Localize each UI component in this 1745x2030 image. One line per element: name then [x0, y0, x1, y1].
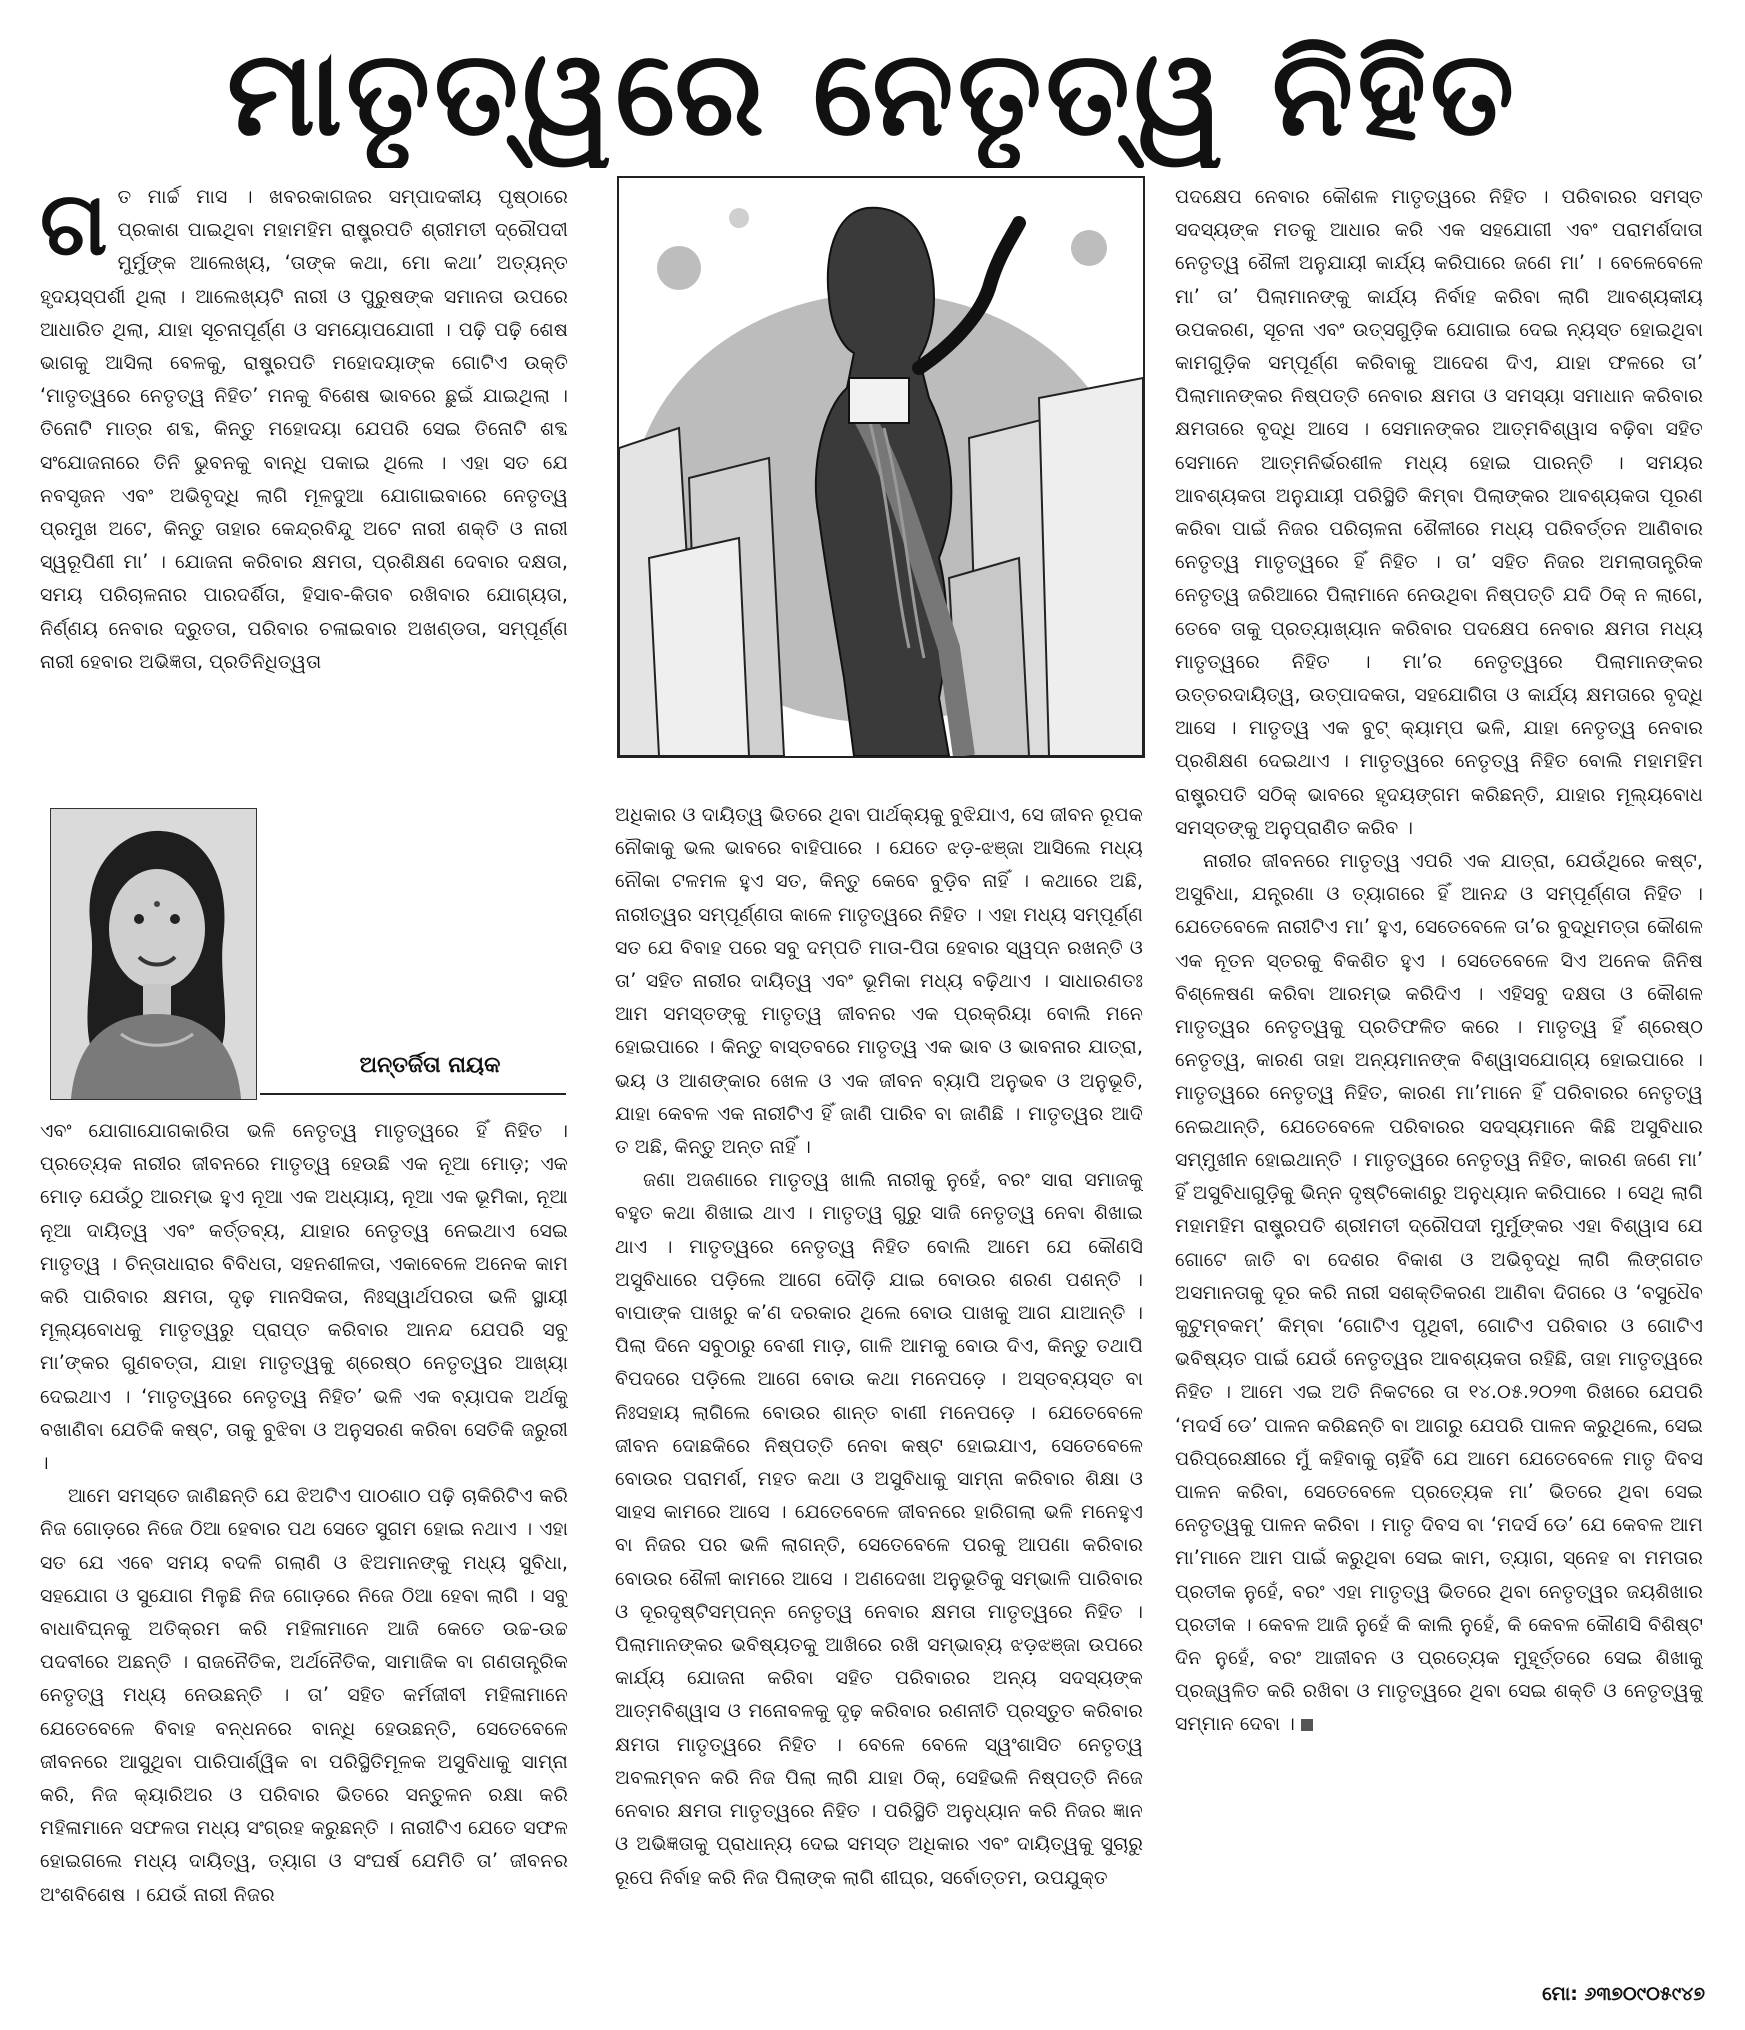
- column-3: [1175, 180, 1703, 1970]
- end-mark-icon: [1301, 1719, 1313, 1731]
- paragraph: ଅଧିକାର ଓ ଦାୟିତ୍ୱ ଭିତରେ ଥିବା ପାର୍ଥକ୍ୟକୁ ବୁଝିଯାଏ, ସେ ଜୀବନ ରୂପକ ନୌକାକୁ ଭଲ ଭାବରେ ବାହିପାରେ । ଯେତେ ଝଡ଼-ଝଞ୍ଜା ଆସିଲେ ମଧ୍ୟ ନୌକା ଟଳମଳ ହୁଏ ସତ, କିନ୍ତୁ କେବେ ବୁଡ଼ିବ ନାହିଁ । କଥାରେ ଅଛି, ନାରୀତ୍ୱର ସମ୍ପୂର୍ଣ୍ଣତା କାଳେ ମାତୃତ୍ୱରେ ନିହିତ । ଏହା ମଧ୍ୟ ସମ୍ପୂର୍ଣ୍ଣ ସତ ଯେ ବିବାହ ପରେ ସବୁ ଦମ୍ପତି ମାତା-ପିତା ହେବାର ସ୍ୱପ୍ନ ରଖନ୍ତି ଓ ତା’ ସହିତ ନାରୀର ଦାୟିତ୍ୱ ଏବଂ ଭୂମିକା ମଧ୍ୟ ବଢ଼ିଥାଏ । ସାଧାରଣତଃ ଆମ ସମସ୍ତଙ୍କୁ ମାତୃତ୍ୱ ଜୀବନର ଏକ ପ୍ରକ୍ରିୟା ବୋଲି ମନେ ହୋଇପାରେ । କିନ୍ତୁ ବାସ୍ତବରେ ମାତୃତ୍ୱ ଏକ ଭାବ ଓ ଭାବନାର ଯାତ୍ରା, ଭୟ ଓ ଆଶଙ୍କାର ଖେଳ ଓ ଏକ ଜୀବନ ବ୍ୟାପି ଅନୁଭବ ଓ ଅନୁଭୂତି, ଯାହା କେବଳ ଏକ ନାରୀଟିଏ ହିଁ ଜାଣି ପାରିବ ବା ଜାଣିଛି । ମାତୃତ୍ୱର ଆଦି ତ ଅଛି, କିନ୍ତୁ ଅନ୍ତ ନାହିଁ ।: [615, 803, 1143, 1159]
- paragraph: [1175, 844, 1703, 1740]
- author-photo: [50, 808, 257, 1100]
- column-2: [615, 798, 1143, 2010]
- woman-in-saree-city-illustration: [619, 178, 1143, 756]
- column-1-bottom: [40, 1114, 568, 2010]
- paragraph: [40, 180, 568, 678]
- author-phone: ମୋ: ୬୩୭୦୯୦୫୯୪୭: [1542, 1983, 1705, 2005]
- paragraph: ଜଣା ଅଜଣାରେ ମାତୃତ୍ୱ ଖାଲି ନାରୀକୁ ନୁହେଁ, ବରଂ ସାରା ସମାଜକୁ ବହୁତ କଥା ଶିଖାଇ ଥାଏ । ମାତୃତ୍ୱ ଗୁରୁ ସାଜି ନେତୃତ୍ୱ ନେବା ଶିଖାଇ ଥାଏ । ମାତୃତ୍ୱରେ ନେତୃତ୍ୱ ନିହିତ ବୋଲି ଆମେ ଯେ କୌଣସି ଅସୁବିଧାରେ ପଡ଼ିଲେ ଆଗେ ଦୌଡ଼ି ଯାଇ ବୋଉର ଶରଣ ପଶନ୍ତି । ବାପାଙ୍କ ପାଖରୁ କ’ଣ ଦରକାର ଥିଲେ ବୋଉ ପାଖକୁ ଆଗ ଯାଆନ୍ତି । ପିଲା ଦିନେ ସବୁଠାରୁ ବେଶୀ ମାଡ଼, ଗାଳି ଆମକୁ ବୋଉ ଦିଏ, କିନ୍ତୁ ତଥାପି ବିପଦରେ ପଡ଼ିଲେ ଆଗେ ବୋଉ କଥା ମନେପଡ଼େ । ଅସ୍ତବ୍ୟସ୍ତ ବା ନିଃସହାୟ ଲାଗିଲେ ବୋଉର ଶାନ୍ତ ବାଣୀ ମନେପଡ଼େ । ଯେତେବେଳେ ଜୀବନ ଦୋଛକିରେ ନିଷ୍ପତ୍ତି ନେବା କଷ୍ଟ ହୋଇଯାଏ, ସେତେବେଳେ ବୋଉର ପରାମର୍ଶ, ମହତ କଥା ଓ ଅସୁବିଧାକୁ ସାମ୍ନା କରିବାର ଶିକ୍ଷା ଓ ସାହସ କାମରେ ଆସେ । ଯେତେବେଳେ ଜୀବନରେ ହାରିଗଲା ଭଳି ମନେହୁଏ ବା ନିଜର ପର ଭଳି ଲାଗନ୍ତି, ସେତେବେଳେ ପରକୁ ଆପଣା କରିବାର ବୋଉର ଶୈଳୀ କାମରେ ଆସେ । ଅଣଦେଖା ଅନୁଭୂତିକୁ ସମ୍ଭାଳି ପାରିବାର ଓ ଦୂରଦୃଷ୍ଟିସମ୍ପନ୍ନ ନେତୃତ୍ୱ ନେବାର କ୍ଷମତା ମାତୃତ୍ୱରେ ନିହିତ । ପିଲାମାନଙ୍କର ଭବିଷ୍ୟତକୁ ଆଖିରେ ରଖି ସମ୍ଭାବ୍ୟ ଝଡ଼ଝଞ୍ଜା ଉପରେ କାର୍ଯ୍ୟ ଯୋଜନା କରିବା ସହିତ ପରିବାରର ଅନ୍ୟ ସଦସ୍ୟଙ୍କ ଆତ୍ମବିଶ୍ୱାସ ଓ ମନୋବଳକୁ ଦୃଢ଼ କରିବାର ରଣନୀତି ପ୍ରସ୍ତୁତ କରିବାର କ୍ଷମତା ମାତୃତ୍ୱରେ ନିହିତ । ବେଳେ ବେଳେ ସ୍ୱଂଶାସିତ ନେତୃତ୍ୱ ଅବଲମ୍ବନ କରି ନିଜ ପିଲା ଲାଗି ଯାହା ଠିକ୍, ସେହିଭଳି ନିଷ୍ପତ୍ତି ନିଜେ ନେବାର କ୍ଷମତା ମାତୃତ୍ୱରେ ନିହିତ । ପରିସ୍ଥିତି ଅନୁଧ୍ୟାନ କରି ନିଜର ଜ୍ଞାନ ଓ ଅଭିଜ୍ଞତାକୁ ପ୍ରାଧାନ୍ୟ ଦେଇ ସମସ୍ତ ଅଧିକାର ଏବଂ ଦାୟିତ୍ୱକୁ ସୁଚାରୁ ରୂପେ ନିର୍ବାହ କରି ନିଜ ପିଲାଙ୍କ ଲାଗି ଶୀଘ୍ର, ସର୍ବୋତ୍ତମ, ଉପଯୁକ୍ତ: [615, 1168, 1143, 1889]
- paragraph: ପଦକ୍ଷେପ ନେବାର କୌଶଳ ମାତୃତ୍ୱରେ ନିହିତ । ପରିବାରର ସମସ୍ତ ସଦସ୍ୟଙ୍କ ମତକୁ ଆଧାର କରି ଏକ ସହଯୋଗୀ ଏବଂ ପରାମର୍ଶଦାତା ନେତୃତ୍ୱ ଶୈଳୀ ଅନୁଯାୟୀ କାର୍ଯ୍ୟ କରିପାରେ ଜଣେ ମା’ । ବେଳେବେଳେ ମା’ ତା’ ପିଲାମାନଙ୍କୁ କାର୍ଯ୍ୟ ନିର୍ବାହ କରିବା ଲାଗି ଆବଶ୍ୟକୀୟ ଉପକରଣ, ସୂଚନା ଏବଂ ଉତ୍ସଗୁଡ଼ିକ ଯୋଗାଇ ଦେଇ ନ୍ୟସ୍ତ ହୋଇଥିବା କାମଗୁଡ଼ିକ ସମ୍ପୂର୍ଣ୍ଣ କରିବାକୁ ଆଦେଶ ଦିଏ, ଯାହା ଫଳରେ ତା’ ପିଲାମାନଙ୍କର ନିଷ୍ପତ୍ତି ନେବାର କ୍ଷମତା ଓ ସମସ୍ୟା ସମାଧାନ କରିବାର କ୍ଷମତାରେ ବୃଦ୍ଧି ଆସେ । ସେମାନଙ୍କର ଆତ୍ମବିଶ୍ୱାସ ବଢ଼ିବା ସହିତ ସେମାନେ ଆତ୍ମନିର୍ଭରଶୀଳ ମଧ୍ୟ ହୋଇ ପାରନ୍ତି । ସମୟର ଆବଶ୍ୟକତା ଅନୁଯାୟୀ ପରିସ୍ଥିତି କିମ୍ବା ପିଲାଙ୍କର ଆବଶ୍ୟକତା ପୂରଣ କରିବା ପାଇଁ ନିଜର ପରିଚାଳନା ଶୈଳୀରେ ମଧ୍ୟ ପରିବର୍ତ୍ତନ ଆଣିବାର ନେତୃତ୍ୱ ମାତୃତ୍ୱରେ ହିଁ ନିହିତ । ତା’ ସହିତ ନିଜର ଅମଲାତାନ୍ତ୍ରିକ ନେତୃତ୍ୱ ଜରିଆରେ ପିଲାମାନେ ନେଉଥିବା ନିଷ୍ପତ୍ତି ଯଦି ଠିକ୍ ନ ଲାଗେ, ତେବେ ତାକୁ ପ୍ରତ୍ୟାଖ୍ୟାନ କରିବାର ପଦକ୍ଷେପ ନେବାର କ୍ଷମତା ମଧ୍ୟ ମାତୃତ୍ୱରେ ନିହିତ । ମା’ର ନେତୃତ୍ୱରେ ପିଲାମାନଙ୍କର ଉତ୍ତରଦାୟିତ୍ୱ, ଉତ୍ପାଦକତା, ସହଯୋଗିତା ଓ କାର୍ଯ୍ୟ କ୍ଷମତାରେ ବୃଦ୍ଧି ଆସେ । ମାତୃତ୍ୱ ଏକ ବୁଟ୍ କ୍ୟାମ୍ପ ଭଳି, ଯାହା ନେତୃତ୍ୱ ନେବାର ପ୍ରଶିକ୍ଷଣ ଦେଇଥାଏ । ମାତୃତ୍ୱରେ ନେତୃତ୍ୱ ନିହିତ ବୋଲି ମହାମହିମ ରାଷ୍ଟ୍ରପତି ସଠିକ୍ ଭାବରେ ହୃଦୟଙ୍ଗମ କରିଛନ୍ତି, ଯାହାର ମୂଲ୍ୟବୋଧ ସମସ୍ତଙ୍କୁ ଅନୁପ୍ରାଣିତ କରିବ ।: [1175, 185, 1703, 839]
- column-1-top: [40, 180, 568, 780]
- author-name: ଅନ୍ତର୍ଜିତା ନାୟକ: [359, 1053, 501, 1078]
- article-illustration: [617, 176, 1145, 758]
- paragraph-text: ତ ମାର୍ଚ୍ଚ ମାସ । ଖବରକାଗଜର ସମ୍ପାଦକୀୟ ପୃଷ୍ଠାରେ ପ୍ରକାଶ ପାଇଥିବା ମହାମହିମ ରାଷ୍ଟ୍ରପତି ଶ୍ରୀମତୀ ଦ୍ରୌପଦୀ ମୁର୍ମୁଙ୍କ ଆଲେଖ୍ୟ, ‘ତାଙ୍କ କଥା, ମୋ କଥା’ ଅତ୍ୟନ୍ତ ହୃଦୟସ୍ପର୍ଶୀ ଥିଲା । ଆଲେଖ୍ୟଟି ନାରୀ ଓ ପୁରୁଷଙ୍କ ସମାନତା ଉପରେ ଆଧାରିତ ଥିଲା, ଯାହା ସୂଚନାପୂର୍ଣ୍ଣ ଓ ସମୟୋପଯୋଗୀ । ପଢ଼ି ପଢ଼ି ଶେଷ ଭାଗକୁ ଆସିଲା ବେଳକୁ, ରାଷ୍ଟ୍ରପତି ମହୋଦୟାଙ୍କ ଗୋଟିଏ ଉକ୍ତି ‘ମାତୃତ୍ୱରେ ନେତୃତ୍ୱ ନିହିତ’ ମନକୁ ବିଶେଷ ଭାବରେ ଛୁଇଁ ଯାଇଥିଲା । ତିନୋଟି ମାତ୍ର ଶବ୍ଦ, କିନ୍ତୁ ମହୋଦୟା ଯେପରି ସେଇ ତିନୋଟି ଶବ୍ଦ ସଂଯୋଜନାରେ ତିନି ଭୁବନକୁ ବାନ୍ଧି ପକାଇ ଥିଲେ । ଏହା ସତ ଯେ ନବସୃଜନ ଏବଂ ଅଭିବୃଦ୍ଧି ଲାଗି ମୂଳଦୁଆ ଯୋଗାଇବାରେ ନେତୃତ୍ୱ ପ୍ରମୁଖ ଅଟେ, କିନ୍ତୁ ତାହାର କେନ୍ଦ୍ରବିନ୍ଦୁ ଅଟେ ନାରୀ ଶକ୍ତି ଓ ନାରୀ ସ୍ୱରୂପିଣୀ ମା’ । ଯୋଜନା କରିବାର କ୍ଷମତା, ପ୍ରଶିକ୍ଷଣ ଦେବାର ଦକ୍ଷତା, ସମୟ ପରିଚାଳନାର ପାରଦର୍ଶିତା, ହିସାବ-କିତାବ ରଖିବାର ଯୋଗ୍ୟତା, ନିର୍ଣ୍ଣୟ ନେବାର ଦ୍ରୁତତା, ପରିବାର ଚଳାଇବାର ଅଖଣ୍ଡତା, ସମ୍ପୂର୍ଣ୍ଣ ନାରୀ ହେବାର ଅଭିଜ୍ଞତା, ପ୍ରତିନିଧିତ୍ୱତା: [40, 185, 568, 673]
- paragraph: ଆମେ ସମସ୍ତେ ଜାଣିଛନ୍ତି ଯେ ଝିଅଟିଏ ପାଠଶାଠ ପଢ଼ି ଚାକିରିଟିଏ କରି ନିଜ ଗୋଡ଼ରେ ନିଜେ ଠିଆ ହେବାର ପଥ ସେତେ ସୁଗମ ହୋଇ ନଥାଏ । ଏହା ସତ ଯେ ଏବେ ସମୟ ବଦଳି ଗଲାଣି ଓ ଝିଅମାନଙ୍କୁ ମଧ୍ୟ ସୁବିଧା, ସହଯୋଗ ଓ ସୁଯୋଗ ମିଳୁଛି ନିଜ ଗୋଡ଼ରେ ନିଜେ ଠିଆ ହେବା ଲାଗି । ସବୁ ବାଧାବିଘ୍ନକୁ ଅତିକ୍ରମ କରି ମହିଳାମାନେ ଆଜି କେତେ ଉଚ୍ଚ-ଉଚ୍ଚ ପଦବୀରେ ଅଛନ୍ତି । ରାଜନୈତିକ, ଅର୍ଥନୈତିକ, ସାମାଜିକ ବା ଗଣତାନ୍ତ୍ରିକ ନେତୃତ୍ୱ ମଧ୍ୟ ନେଉଛନ୍ତି । ତା’ ସହିତ କର୍ମଜୀବୀ ମହିଳାମାନେ ଯେତେବେଳେ ବିବାହ ବନ୍ଧନରେ ବାନ୍ଧି ହେଉଛନ୍ତି, ସେତେବେଳେ ଜୀବନରେ ଆସୁଥିବା ପାରିପାର୍ଶ୍ୱିକ ବା ପରିସ୍ଥିତିମୂଳକ ଅସୁବିଧାକୁ ସାମ୍ନା କରି, ନିଜ କ୍ୟାରିଅର ଓ ପରିବାର ଭିତରେ ସନ୍ତୁଳନ ରକ୍ଷା କରି ମହିଳାମାନେ ସଫଳତା ମଧ୍ୟ ସଂଗ୍ରହ କରୁଛନ୍ତି । ନାରୀଟିଏ ଯେତେ ସଫଳ ହୋଇଗଲେ ମଧ୍ୟ ଦାୟିତ୍ୱ, ତ୍ୟାଗ ଓ ସଂଘର୍ଷ ଯେମିତି ତା’ ଜୀବନର ଅଂଶବିଶେଷ । ଯେଉଁ ନାରୀ ନିଜର: [40, 1484, 568, 1906]
- author-portrait-photo: [51, 809, 256, 1099]
- author-rule: [260, 1093, 566, 1095]
- paragraph-text: ନାରୀର ଜୀବନରେ ମାତୃତ୍ୱ ଏପରି ଏକ ଯାତ୍ରା, ଯେଉଁଥିରେ କଷ୍ଟ, ଅସୁବିଧା, ଯନ୍ତ୍ରଣା ଓ ତ୍ୟାଗରେ ହିଁ ଆନନ୍ଦ ଓ ସମ୍ପୂର୍ଣ୍ଣତା ନିହିତ । ଯେତେବେଳେ ନାରୀଟିଏ ମା’ ହୁଏ, ସେତେବେଳେ ତା’ର ବୁଦ୍ଧିମତ୍ତା କୌଶଳ ଏକ ନୂତନ ସ୍ତରକୁ ବିକଶିତ ହୁଏ । ସେତେବେଳେ ସିଏ ଅନେକ ଜିନିଷ ବିଶ୍ଳେଷଣ କରିବା ଆରମ୍ଭ କରିଦିଏ । ଏହିସବୁ ଦକ୍ଷତା ଓ କୌଶଳ ମାତୃତ୍ୱର ନେତୃତ୍ୱକୁ ପ୍ରତିଫଳିତ କରେ । ମାତୃତ୍ୱ ହିଁ ଶ୍ରେଷ୍ଠ ନେତୃତ୍ୱ, କାରଣ ତାହା ଅନ୍ୟମାନଙ୍କ ବିଶ୍ୱାସଯୋଗ୍ୟ ହୋଇପାରେ । ମାତୃତ୍ୱରେ ନେତୃତ୍ୱ ନିହିତ, କାରଣ ମା’ମାନେ ହିଁ ପରିବାରର ନେତୃତ୍ୱ ନେଇଥାନ୍ତି, ଯେତେବେଳେ ପରିବାରର ସଦସ୍ୟମାନେ କିଛି ଅସୁବିଧାର ସମ୍ମୁଖୀନ ହୋଇଥାନ୍ତି । ମାତୃତ୍ୱରେ ନେତୃତ୍ୱ ନିହିତ, କାରଣ ଜଣେ ମା’ ହିଁ ଅସୁବିଧାଗୁଡ଼ିକୁ ଭିନ୍ନ ଦୃଷ୍ଟିକୋଣରୁ ଅନୁଧ୍ୟାନ କରିପାରେ । ସେଥି ଲାଗି ମହାମହିମ ରାଷ୍ଟ୍ରପତି ଶ୍ରୀମତୀ ଦ୍ରୌପଦୀ ମୁର୍ମୁଙ୍କର ଏହା ବିଶ୍ୱାସ ଯେ ଗୋଟେ ଜାତି ବା ଦେଶର ବିକାଶ ଓ ଅଭିବୃଦ୍ଧି ଲାଗି ଲିଙ୍ଗଗତ ଅସମାନତାକୁ ଦୂର କରି ନାରୀ ସଶକ୍ତିକରଣ ଆଣିବା ଦିଗରେ ଓ ‘ବସୁଧୈବ କୁଟୁମ୍ବକମ୍’ କିମ୍ବା ‘ଗୋଟିଏ ପୃଥିବୀ, ଗୋଟିଏ ପରିବାର ଓ ଗୋଟିଏ ଭବିଷ୍ୟତ ପାଇଁ ଯେଉଁ ନେତୃତ୍ୱର ଆବଶ୍ୟକତା ରହିଛି, ତାହା ମାତୃତ୍ୱରେ ନିହିତ । ଆମେ ଏଇ ଅତି ନିକଟରେ ତା ୧୪.୦୫.୨୦୨୩ ରିଖରେ ଯେପରି ‘ମଦର୍ସ ଡେ’ ପାଳନ କରିଛନ୍ତି ବା ଆଗରୁ ଯେପରି ପାଳନ କରୁଥିଲେ, ସେଇ ପରିପ୍ରେକ୍ଷୀରେ ମୁଁ କହିବାକୁ ଚାହିଁବି ଯେ ଆମେ ଯେତେବେଳେ ମାତୃ ଦିବସ ପାଳନ କରିବା, ସେତେବେଳେ ପ୍ରତ୍ୟେକ ମା’ ଭିତରେ ଥିବା ସେଇ ନେତୃତ୍ୱକୁ ପାଳନ କରିବା । ମାତୃ ଦିବସ ବା ‘ମଦର୍ସ ଡେ’ ଯେ କେବଳ ଆମ ମା’ମାନେ ଆମ ପାଇଁ କରୁଥିବା ସେଇ କାମ, ତ୍ୟାଗ, ସ୍ନେହ ବା ମମତାର ପ୍ରତୀକ ନୁହେଁ, ବରଂ ଏହା ମାତୃତ୍ୱ ଭିତରେ ଥିବା ନେତୃତ୍ୱର ଜୟଶିଖାର ପ୍ରତୀକ । କେବଳ ଆଜି ନୁହେଁ କି କାଲି ନୁହେଁ, କି କେବଳ କୌଣସି ବିଶିଷ୍ଟ ଦିନ ନୁହେଁ, ବରଂ ଆଜୀବନ ଓ ପ୍ରତ୍ୟେକ ମୁହୂର୍ତ୍ତରେ ସେଇ ଶିଖାକୁ ପ୍ରଜ୍ୱଳିତ କରି ରଖିବା ଓ ମାତୃତ୍ୱରେ ଥିବା ସେଇ ଶକ୍ତି ଓ ନେତୃତ୍ୱକୁ ସମ୍ମାନ ଦେବା ।: [1175, 849, 1703, 1736]
- drop-cap: ଗ: [40, 180, 108, 275]
- paragraph: ଏବଂ ଯୋଗାଯୋଗକାରିତା ଭଳି ନେତୃତ୍ୱ ମାତୃତ୍ୱରେ ହିଁ ନିହିତ । ପ୍ରତ୍ୟେକ ନାରୀର ଜୀବନରେ ମାତୃତ୍ୱ ହେଉଛି ଏକ ନୂଆ ମୋଡ଼; ଏକ ମୋଡ଼ ଯେଉଁଠୁ ଆରମ୍ଭ ହୁଏ ନୂଆ ଏକ ଅଧ୍ୟାୟ, ନୂଆ ଏକ ଭୂମିକା, ନୂଆ ନୂଆ ଦାୟିତ୍ୱ ଏବଂ କର୍ତ୍ତବ୍ୟ, ଯାହାର ନେତୃତ୍ୱ ନେଇଥାଏ ସେଇ ମାତୃତ୍ୱ । ଚିନ୍ତାଧାରାର ବିବିଧତା, ସହନଶୀଳତା, ଏକାବେଳେ ଅନେକ କାମ କରି ପାରିବାର କ୍ଷମତା, ଦୃଢ଼ ମାନସିକତା, ନିଃସ୍ୱାର୍ଥପରତା ଭଳି ସ୍ଥାୟୀ ମୂଲ୍ୟବୋଧକୁ ମାତୃତ୍ୱରୁ ପ୍ରାପ୍ତ କରିବାର ଆନନ୍ଦ ଯେପରି ସବୁ ମା’ଙ୍କର ଗୁଣବତ୍ତା, ଯାହା ମାତୃତ୍ୱକୁ ଶ୍ରେଷ୍ଠ ନେତୃତ୍ୱର ଆଖ୍ୟା ଦେଇଥାଏ । ‘ମାତୃତ୍ୱରେ ନେତୃତ୍ୱ ନିହିତ’ ଭଳି ଏକ ବ୍ୟାପକ ଅର୍ଥକୁ ବଖାଣିବା ଯେତିକି କଷ୍ଟ, ତାକୁ ବୁଝିବା ଓ ଅନୁସରଣ କରିବା ସେତିକି ଜରୁରୀ ।: [40, 1119, 568, 1475]
- headline: ମାତୃତ୍ୱରେ ନେତୃତ୍ୱ ନିହିତ: [226, 24, 1519, 162]
